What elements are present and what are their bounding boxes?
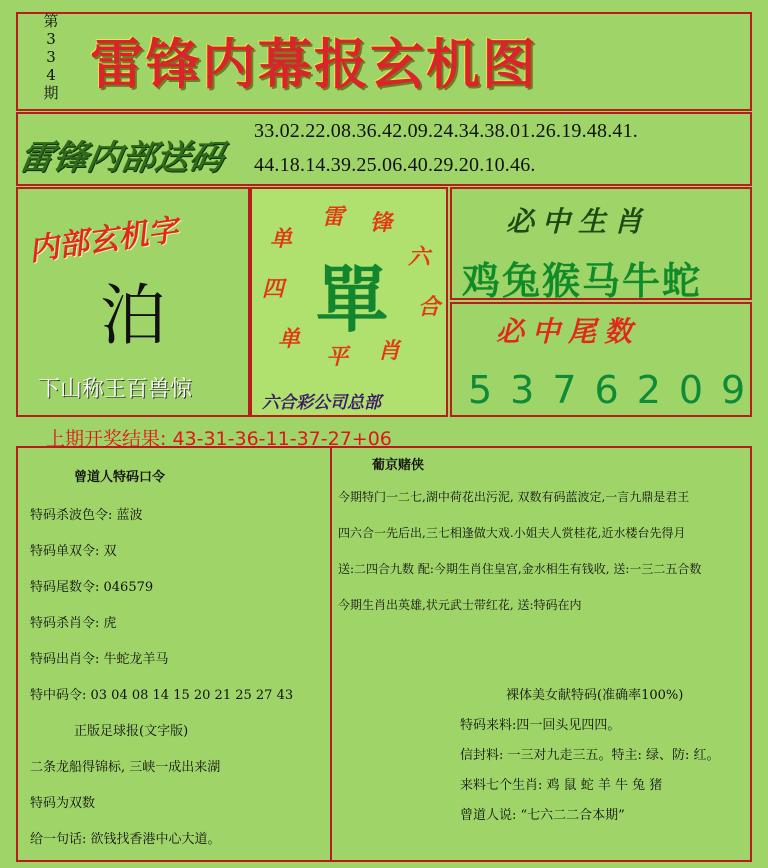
ring-char: 雷 <box>322 205 345 230</box>
left-line: 特中码令: 03 04 08 14 15 20 21 25 27 43 <box>30 688 294 703</box>
ring-char: 单 <box>270 227 293 252</box>
left-line: 特码出肖令: 牛蛇龙羊马 <box>30 652 169 667</box>
issue-suffix: 期 <box>43 84 59 102</box>
left-line: 特码尾数令: 046579 <box>30 580 154 595</box>
xuanji-word: 泊 <box>100 277 166 354</box>
right-sub-line: 信封料: 一三对九走三五。特主: 绿、防: 红。 <box>460 748 720 763</box>
ring-char: 四 <box>262 277 285 302</box>
tail-label: 必中尾数 <box>496 315 641 348</box>
issue-digit: 3 <box>46 30 56 48</box>
left-sub-heading: 正版足球报(文字版) <box>74 724 189 739</box>
left-line: 特码单双令: 双 <box>30 544 117 559</box>
left-sub-line: 给一句话: 欲钱找香港中心大道。 <box>30 832 221 847</box>
left-sub-line: 二条龙船得锦标, 三峡一成出来湖 <box>30 760 221 775</box>
xuanji-label: 内部玄机字 <box>26 212 181 269</box>
page-title: 雷锋内幕报玄机图 <box>90 33 538 96</box>
issue-digit: 3 <box>46 48 56 66</box>
right-line: 四六合一先后出,三七相逢做大戏.小姐夫人赏桂花,近水楼台先得月 <box>338 526 686 540</box>
center-footer: 六合彩公司总部 <box>262 393 381 413</box>
center-big-char: 單 <box>316 258 389 342</box>
right-line: 今期生肖出英雄,状元武士带红花, 送:特码在内 <box>338 598 582 612</box>
last-result: 上期开奖结果: 43-31-36-11-37-27+06 <box>46 428 392 450</box>
ring-char: 肖 <box>378 339 401 364</box>
codes-line-1: 33.02.22.08.36.42.09.24.34.38.01.26.19.48.41. <box>254 120 638 142</box>
zodiac-label: 必中生肖 <box>506 205 651 238</box>
right-sub-heading: 裸体美女献特码(准确率100%) <box>506 688 684 703</box>
ring-char: 合 <box>418 295 441 320</box>
ring-char: 锋 <box>370 211 393 236</box>
left-sub-line: 特码为双数 <box>30 796 96 811</box>
right-sub-line: 来料七个生肖: 鸡 鼠 蛇 羊 牛 兔 猪 <box>460 778 663 793</box>
ring-char: 六 <box>408 245 431 270</box>
right-sub-line: 曾道人说: “七六二二合本期” <box>460 808 625 823</box>
codes-line-2: 44.18.14.39.25.06.40.29.20.10.46. <box>254 154 536 176</box>
issue-prefix: 第 <box>43 12 59 30</box>
ring-char: 单 <box>278 327 301 352</box>
xuanji-phrase: 下山称王百兽惊 <box>38 377 193 402</box>
ring-char: 平 <box>326 345 349 370</box>
left-line: 特码杀肖令: 虎 <box>30 616 117 631</box>
issue-number <box>38 12 64 102</box>
right-line: 送:二四合九数 配:今期生肖住皇宫,金水相生有钱收, 送:一三二五合数 <box>338 562 702 576</box>
left-line: 特码杀波色令: 蓝波 <box>30 508 143 523</box>
right-sub-line: 特码来料:四一回头见四四。 <box>460 718 621 733</box>
issue-digit: 4 <box>46 66 56 84</box>
right-line: 今期特门一二七,湖中荷花出污泥, 双数有码蓝波定,一言九鼎是君王 <box>338 490 690 504</box>
codes-label: 雷锋内部送码 <box>15 138 227 178</box>
zodiac-animals: 鸡兔猴马牛蛇 <box>462 258 703 303</box>
right-heading: 葡京赌侠 <box>372 458 425 473</box>
tail-digits: 5376209 <box>468 368 764 412</box>
left-heading: 曾道人特码口令 <box>74 470 166 485</box>
